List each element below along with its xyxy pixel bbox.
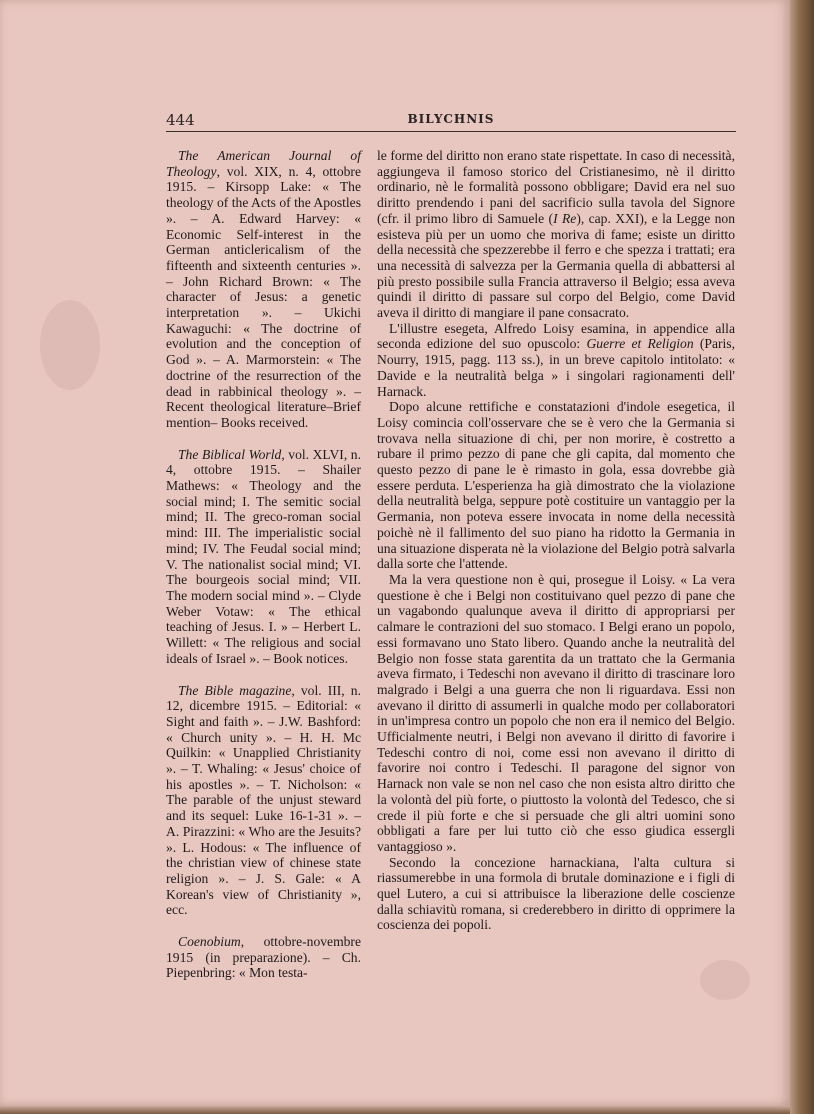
running-title: BILYCHNIS — [407, 112, 495, 126]
entry-text: , vol. XLVI, n. 4, ottobre 1915. – Shailer Mathews: « Theology and the social mind; I. The semitic social mind; II. The greco-roman social mind: III. The imperialistic social mind; IV. The Feudal social mind; V. The nationalist social mind; VI. The bourgeois social mind; VII. The modern social mind ». – Clyde Weber Votaw: « The ethical teaching of Jesus. I. » – Herbert L. Willett: « The religious and social ideals of Israel ». – Book notices. — [166, 446, 361, 666]
journal-title: The American Journal of Theology — [166, 148, 361, 179]
page-edge-bottom — [0, 1106, 790, 1114]
periodical-entry — [166, 447, 361, 667]
header-rule — [166, 131, 736, 132]
italic-book-title: Guerre et Religion — [586, 336, 694, 352]
body-paragraph — [377, 399, 735, 572]
paragraph-text: ), cap. XXI), e la Legge non esisteva più per un uomo che moriva di fame; esiste un diritto della necessità che spezzerebbe il ferro e che spezza i trattati; era una necessità di salvezza per la Germania quella di abbattersi al più presto possibile sulla Francia attraverso il Belgio; essa aveva quindi il diritto di passare sul corpo del Belgio, come David aveva il diritto di mangiare il pane consacrato. — [377, 210, 735, 321]
paper-stain — [40, 300, 100, 390]
journal-title: The Biblical World — [178, 446, 282, 462]
paragraph-text: Dopo alcune rettifiche e constatazioni d'indole esegetica, il Loisy comincia coll'osservare che se è vero che la Germania si trovava nella situazione di chi, per non morire, è costretto a rubare il primo pezzo di pane che gli capita, dal momento che questo pezzo di pane le è rimasto in gola, essa dovrebbe già essere perduta. L'esperienza ha già dimostrato che la violazione della neutralità belga, seppure potè costituire un vantaggio per la Germania, non poteva essere invocata in nome della necessità poichè nè il fallimento del suo piano ha ridotto la Germania in una situazione disperata nè la violazione del Belgio potrà salvarla dalla sorte che l'attende. — [377, 399, 735, 572]
italic-reference: I Re — [553, 210, 577, 226]
periodical-entry — [166, 934, 361, 981]
periodical-entry — [166, 683, 361, 919]
journal-title: The Bible magazine — [178, 682, 292, 698]
paragraph-text: (Paris, Nourry, 1915, pagg. 113 ss.), in un breve capitolo intitolato: « Davide e la neutralità belga » i singolari ragionamenti dell' Harnack. — [377, 336, 735, 399]
body-paragraph — [377, 321, 735, 400]
journal-title: Coenobium — [178, 934, 241, 950]
paragraph-text: Secondo la concezione harnackiana, l'alta cultura si riassumerebbe in una formola di brutale dominazione e i figli di quel Lutero, a cui si attribuisce la liberazione delle coscienze dalla schiavitù romana, si crederebbero in diritto di opprimere la coscienza dei popoli. — [377, 854, 735, 933]
paper-stain — [700, 960, 750, 1000]
entry-text: , vol. III, n. 12, dicembre 1915. – Editorial: « Sight and faith ». – J.W. Bashford: « Church unity ». – H. H. Mc Quilkin: « Unapplied Christianity ». – T. Whaling: « Jesus' choice of his apostles ». – T. Nicholson: « The parable of the unjust steward and its sequel: Luke 16-1-31 ». – A. Pirazzini: « Who are the Jesuits? ». L. Hodous: « The influence of the christian view of chinese state religion ». – J. S. Gale: « A Korean's view of Christianity », ecc. — [166, 682, 361, 918]
page-edge — [790, 0, 814, 1114]
paragraph-text: Ma la vera questione non è qui, prosegue il Loisy. « La vera questione è che i Belgi non costituivano quel pezzo di pane che un vagabondo qualunque aveva il diritto di appropriarsi per calmare le contrazioni del suo stomaco. I Belgi erano un popolo, essi formavano uno Stato libero. Quando anche la neutralità del Belgio non fosse stata garentita da un trattato che la Germania aveva firmato, i Tedeschi non avevano il diritto di trascinare loro malgrado i Belgi a una guerra che non li riguardava. Essi non avevano il diritto di assumerli in qualche modo per collaboratori in un'impresa contro un popolo che non era il nemico del Belgio. Ufficialmente neutri, i Belgi non avevano il diritto di favorire i Tedeschi contro di noi, come essi non avevano il diritto di favorire noi contro i Tedeschi. Il paragone del signor von Harnack non vale se non nel caso che non esista altro diritto che la volontà del più forte, o piuttosto la volontà del Tedesco, che si crede il più forte e che si persuade che gli altri uomini sono obbligati a fare per lui tutto ciò che esso giudica essergli vantaggioso ». — [377, 571, 735, 854]
periodical-entry — [166, 148, 361, 431]
page-header — [166, 109, 736, 131]
body-paragraph — [377, 855, 735, 934]
body-paragraph — [377, 148, 735, 321]
entry-text: , vol. XIX, n. 4, ottobre 1915. – Kirsopp Lake: « The theology of the Acts of the Apostles ». – A. Edward Harvey: « Economic Self-interest in the German anticlericalism of the fifteenth and sixteenth centuries ». – John Richard Brown: « The character of Jesus: a genetic interpretation ». – Ukichi Kawaguchi: « The doctrine of evolution and the conception of God ». – A. Marmorstein: « The doctrine of the resurrection of the dead in rabbinical theology ». – Recent theological literature–Brief mention– Books received. — [166, 163, 361, 430]
right-column — [377, 148, 735, 933]
left-column — [166, 148, 361, 997]
body-paragraph — [377, 572, 735, 855]
page-number: 444 — [166, 111, 195, 129]
entry-text: , ottobre-novembre 1915 (in preparazione). – Ch. Piepenbring: « Mon testa- — [166, 934, 361, 981]
paragraph-text: L'illustre esegeta, Alfredo Loisy esamina, in appendice alla seconda edizione del suo opuscolo: — [377, 320, 735, 352]
paragraph-text: le forme del diritto non erano state rispettate. In caso di necessità, aggiungeva il famoso storico del Cristianesimo, nè il diritto ordinario, nè le formalità possono obbligare; David era nel suo diritto prendendo i pani del sacrificio sulla tavola del Signore (cfr. il primo libro di Samuele ( — [377, 148, 735, 226]
